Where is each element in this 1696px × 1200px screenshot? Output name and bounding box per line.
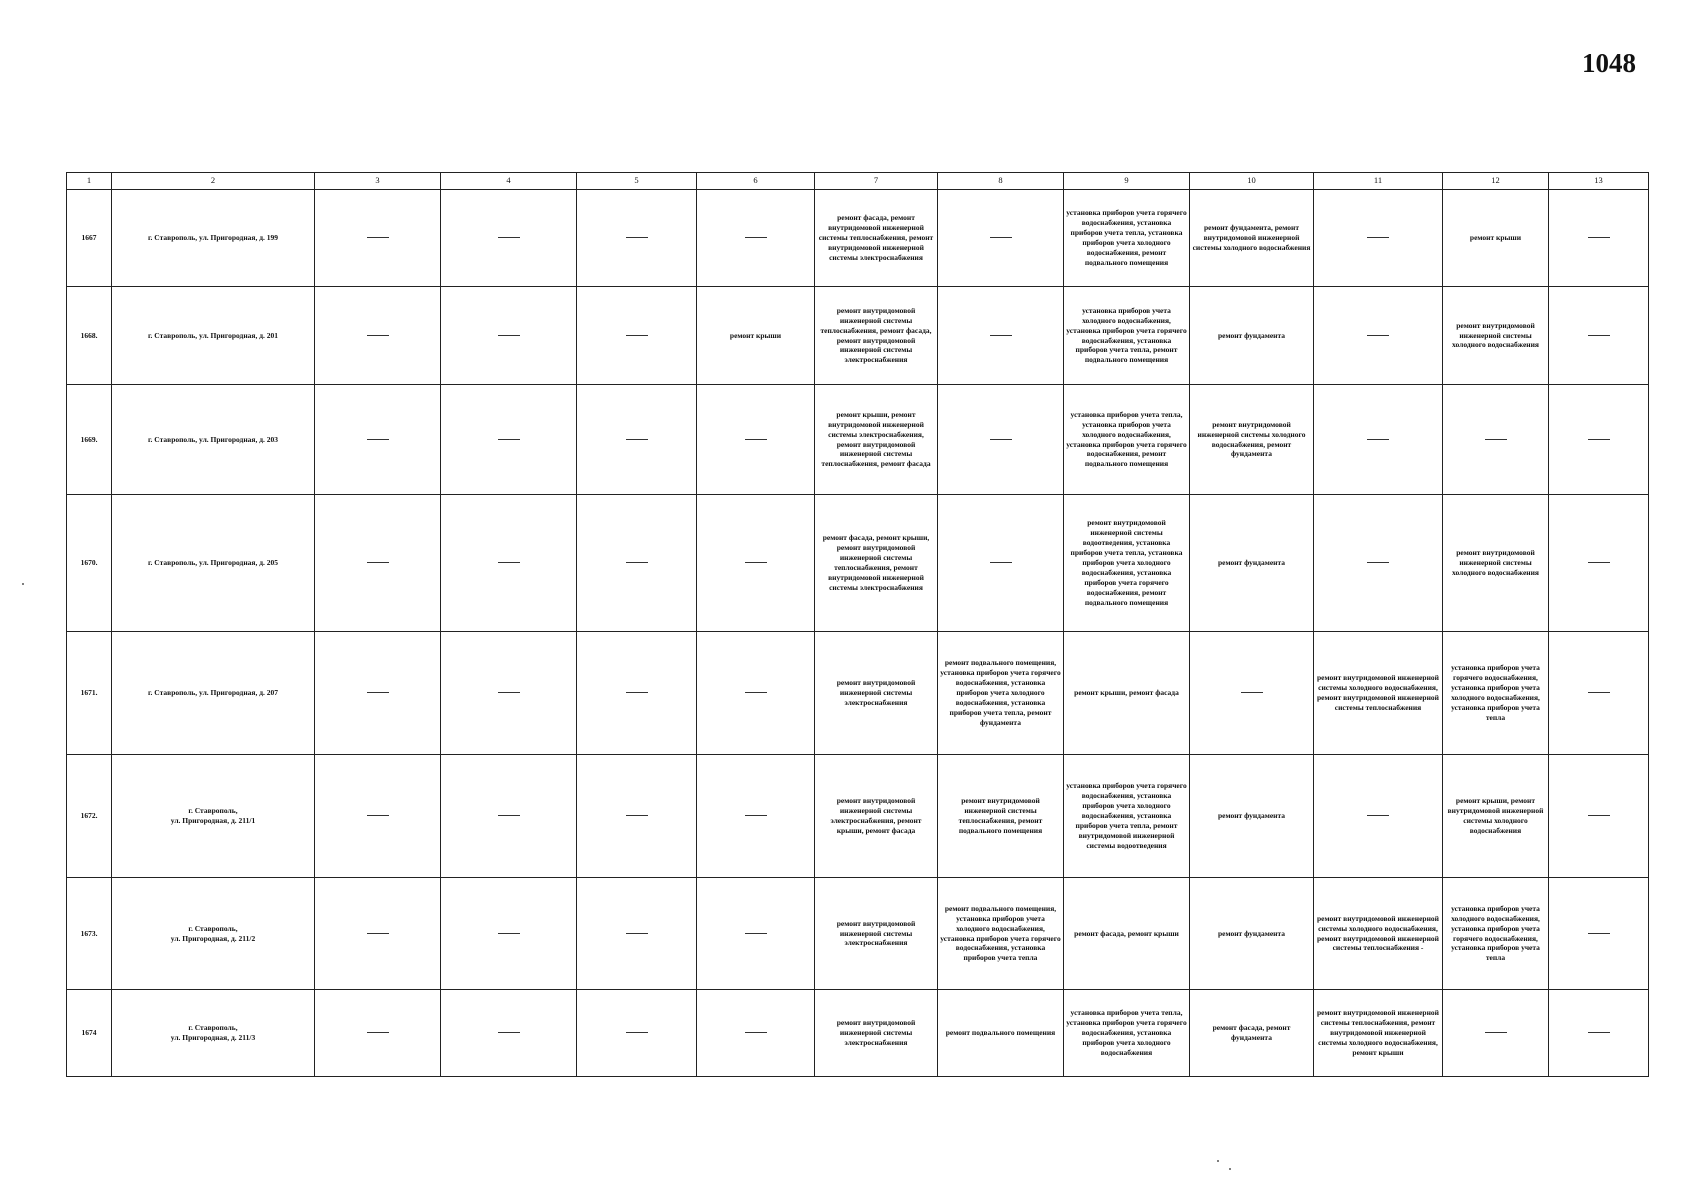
empty-cell (697, 495, 815, 632)
works-cell: ремонт внутридомовой инженерной системы холодного водоснабжения, ремонт фундамента (1190, 385, 1314, 495)
dash (745, 439, 767, 441)
works-cell: ремонт фасада, ремонт крыши, ремонт внутридомовой инженерной системы теплоснабжения, ремонт внутридомовой инженерной системы электроснабжения (815, 495, 938, 632)
dash (1367, 237, 1389, 239)
dash (1588, 1032, 1610, 1034)
dash (626, 335, 648, 337)
works-cell: ремонт крыши (1443, 190, 1549, 287)
works-cell: установка приборов учета горячего водоснабжения, установка приборов учета тепла, установка приборов учета холодного водоснабжения, ремонт подвального помещения (1064, 190, 1190, 287)
empty-cell (1549, 755, 1649, 878)
works-cell: ремонт крыши, ремонт внутридомовой инженерной системы электроснабжения, ремонт внутридомовой инженерной системы теплоснабжения, ремонт фасада (815, 385, 938, 495)
works-cell: ремонт внутридомовой инженерной системы водоотведения, установка приборов учета тепла, установка приборов учета холодного водоснабжения, установка приборов учета горячего водоснабжения, ремонт подвального помещения (1064, 495, 1190, 632)
empty-cell (577, 287, 697, 385)
empty-cell (938, 287, 1064, 385)
dash (745, 815, 767, 817)
empty-cell (1549, 495, 1649, 632)
works-cell: ремонт внутридомовой инженерной системы холодного водоснабжения, ремонт внутридомовой инженерной системы теплоснабжения - (1314, 878, 1443, 990)
works-cell: ремонт внутридомовой инженерной системы теплоснабжения, ремонт фасада, ремонт внутридомовой инженерной системы электроснабжения (815, 287, 938, 385)
address-cell (112, 878, 315, 990)
address-cell: г. Ставрополь, ул. Пригородная, д. 199 (112, 190, 315, 287)
empty-cell (1549, 990, 1649, 1077)
row-number: 1669. (67, 385, 112, 495)
dash (367, 439, 389, 441)
works-cell: ремонт фундамента (1190, 878, 1314, 990)
row-number: 1670. (67, 495, 112, 632)
empty-cell (577, 495, 697, 632)
empty-cell (441, 287, 577, 385)
scan-speck (22, 583, 24, 585)
address-street: ул. Пригородная, д. 211/1 (170, 816, 256, 825)
empty-cell (441, 755, 577, 878)
empty-cell (441, 632, 577, 755)
dash (1588, 439, 1610, 441)
works-cell: установка приборов учета горячего водоснабжения, установка приборов учета холодного водоснабжения, установка приборов учета тепла (1443, 632, 1549, 755)
row-number: 1673. (67, 878, 112, 990)
dash (498, 815, 520, 817)
column-header: 13 (1549, 173, 1649, 190)
table-row (67, 495, 1649, 632)
works-cell: ремонт подвального помещения (938, 990, 1064, 1077)
table-row (67, 755, 1649, 878)
empty-cell (315, 385, 441, 495)
table-row (67, 190, 1649, 287)
dash (498, 692, 520, 694)
address-city: г. Ставрополь, (188, 923, 238, 933)
dash (498, 933, 520, 935)
works-cell: ремонт внутридомовой инженерной системы теплоснабжения, ремонт подвального помещения (938, 755, 1064, 878)
table-row (67, 287, 1649, 385)
dash (1588, 933, 1610, 935)
address-cell: г. Ставрополь, ул. Пригородная, д. 205 (112, 495, 315, 632)
column-header: 2 (112, 173, 315, 190)
dash (367, 562, 389, 564)
empty-cell (697, 385, 815, 495)
dash (1485, 439, 1507, 441)
works-cell: ремонт крыши, ремонт внутридомовой инженерной системы холодного водоснабжения (1443, 755, 1549, 878)
table-row (67, 990, 1649, 1077)
empty-cell (1443, 990, 1549, 1077)
dash (745, 692, 767, 694)
empty-cell (315, 287, 441, 385)
empty-cell (1314, 755, 1443, 878)
empty-cell (697, 990, 815, 1077)
dash (367, 815, 389, 817)
empty-cell (1549, 632, 1649, 755)
works-cell: установка приборов учета горячего водоснабжения, установка приборов учета холодного водоснабжения, установка приборов учета тепла, ремонт внутридомовой инженерной системы водоотведения (1064, 755, 1190, 878)
empty-cell (315, 878, 441, 990)
empty-cell (441, 990, 577, 1077)
table-row (67, 385, 1649, 495)
column-header: 10 (1190, 173, 1314, 190)
works-cell: ремонт фундамента (1190, 755, 1314, 878)
works-cell: ремонт внутридомовой инженерной системы холодного водоснабжения (1443, 287, 1549, 385)
dash (745, 562, 767, 564)
column-header: 1 (67, 173, 112, 190)
dash (367, 237, 389, 239)
column-header: 8 (938, 173, 1064, 190)
dash (626, 692, 648, 694)
works-cell: ремонт фасада, ремонт внутридомовой инженерной системы теплоснабжения, ремонт внутридомовой инженерной системы электроснабжения (815, 190, 938, 287)
empty-cell (315, 632, 441, 755)
empty-cell (577, 632, 697, 755)
row-number: 1668. (67, 287, 112, 385)
column-header: 7 (815, 173, 938, 190)
dash (626, 815, 648, 817)
dash (626, 237, 648, 239)
empty-cell (938, 495, 1064, 632)
works-cell: установка приборов учета холодного водоснабжения, установка приборов учета горячего водоснабжения, установка приборов учета тепла, ремонт подвального помещения (1064, 287, 1190, 385)
works-cell: ремонт фасада, ремонт крыши (1064, 878, 1190, 990)
row-number: 1674 (67, 990, 112, 1077)
works-cell: установка приборов учета холодного водоснабжения, установка приборов учета горячего водоснабжения, установка приборов учета тепла (1443, 878, 1549, 990)
row-number: 1671. (67, 632, 112, 755)
dash (498, 237, 520, 239)
dash (498, 335, 520, 337)
address-cell (112, 755, 315, 878)
empty-cell (577, 755, 697, 878)
dash (1367, 335, 1389, 337)
row-number: 1672. (67, 755, 112, 878)
column-header: 5 (577, 173, 697, 190)
scan-speck (1229, 1168, 1231, 1170)
works-cell: ремонт крыши (697, 287, 815, 385)
dash (498, 562, 520, 564)
dash (626, 1032, 648, 1034)
dash (1588, 237, 1610, 239)
empty-cell (1314, 495, 1443, 632)
dash (745, 237, 767, 239)
works-cell: ремонт крыши, ремонт фасада (1064, 632, 1190, 755)
repair-schedule-table (66, 172, 1649, 1077)
dash (367, 1032, 389, 1034)
works-cell: ремонт подвального помещения, установка приборов учета горячего водоснабжения, установка приборов учета холодного водоснабжения, установка приборов учета тепла, ремонт фундамента (938, 632, 1064, 755)
works-cell: ремонт внутридомовой инженерной системы электроснабжения (815, 990, 938, 1077)
works-cell: ремонт фундамента (1190, 287, 1314, 385)
dash (498, 439, 520, 441)
empty-cell (1314, 287, 1443, 385)
dash (626, 933, 648, 935)
table-row (67, 632, 1649, 755)
address-city: г. Ставрополь, (188, 1023, 238, 1033)
column-header: 12 (1443, 173, 1549, 190)
works-cell: ремонт внутридомовой инженерной системы холодного водоснабжения, ремонт внутридомовой инженерной системы теплоснабжения (1314, 632, 1443, 755)
dash (990, 562, 1012, 564)
dash (367, 335, 389, 337)
scan-speck (1217, 1160, 1219, 1162)
dash (1588, 335, 1610, 337)
dash (990, 335, 1012, 337)
empty-cell (441, 878, 577, 990)
dash (1367, 562, 1389, 564)
empty-cell (1443, 385, 1549, 495)
works-cell: ремонт внутридомовой инженерной системы электроснабжения, ремонт крыши, ремонт фасада (815, 755, 938, 878)
empty-cell (315, 755, 441, 878)
dash (1367, 439, 1389, 441)
address-cell (112, 990, 315, 1077)
dash (1485, 1032, 1507, 1034)
dash (498, 1032, 520, 1034)
works-cell: ремонт внутридомовой инженерной системы теплоснабжения, ремонт внутридомовой инженерной системы холодного водоснабжения, ремонт крыши (1314, 990, 1443, 1077)
empty-cell (315, 190, 441, 287)
column-header: 4 (441, 173, 577, 190)
address-city: г. Ставрополь, (188, 806, 238, 816)
empty-cell (1314, 385, 1443, 495)
empty-cell (697, 632, 815, 755)
address-cell: г. Ставрополь, ул. Пригородная, д. 203 (112, 385, 315, 495)
dash (990, 439, 1012, 441)
empty-cell (577, 385, 697, 495)
table-row (67, 878, 1649, 990)
empty-cell (577, 878, 697, 990)
works-cell: ремонт фасада, ремонт фундамента (1190, 990, 1314, 1077)
empty-cell (1190, 632, 1314, 755)
works-cell: ремонт фундамента, ремонт внутридомовой инженерной системы холодного водоснабжения (1190, 190, 1314, 287)
column-header: 9 (1064, 173, 1190, 190)
works-cell: ремонт внутридомовой инженерной системы холодного водоснабжения (1443, 495, 1549, 632)
empty-cell (938, 385, 1064, 495)
column-header: 11 (1314, 173, 1443, 190)
dash (990, 237, 1012, 239)
empty-cell (697, 878, 815, 990)
dash (745, 933, 767, 935)
empty-cell (938, 190, 1064, 287)
empty-cell (441, 190, 577, 287)
dash (367, 692, 389, 694)
empty-cell (1549, 190, 1649, 287)
empty-cell (577, 190, 697, 287)
works-cell: ремонт внутридомовой инженерной системы электроснабжения (815, 632, 938, 755)
works-cell: установка приборов учета тепла, установка приборов учета горячего водоснабжения, установка приборов учета холодного водоснабжения (1064, 990, 1190, 1077)
works-cell: установка приборов учета тепла, установка приборов учета холодного водоснабжения, установка приборов учета горячего водоснабжения, ремонт подвального помещения (1064, 385, 1190, 495)
empty-cell (1549, 385, 1649, 495)
empty-cell (315, 495, 441, 632)
address-cell: г. Ставрополь, ул. Пригородная, д. 207 (112, 632, 315, 755)
row-number: 1667 (67, 190, 112, 287)
empty-cell (577, 990, 697, 1077)
dash (1588, 562, 1610, 564)
works-cell: ремонт подвального помещения, установка приборов учета холодного водоснабжения, установка приборов учета горячего водоснабжения, установка приборов учета тепла (938, 878, 1064, 990)
dash (1588, 692, 1610, 694)
address-cell: г. Ставрополь, ул. Пригородная, д. 201 (112, 287, 315, 385)
column-number-row (67, 173, 1649, 190)
empty-cell (441, 385, 577, 495)
dash (745, 1032, 767, 1034)
dash (626, 439, 648, 441)
empty-cell (315, 990, 441, 1077)
dash (367, 933, 389, 935)
dash (1588, 815, 1610, 817)
column-header: 6 (697, 173, 815, 190)
column-header: 3 (315, 173, 441, 190)
empty-cell (1549, 287, 1649, 385)
works-cell: ремонт фундамента (1190, 495, 1314, 632)
works-cell: ремонт внутридомовой инженерной системы электроснабжения (815, 878, 938, 990)
empty-cell (1549, 878, 1649, 990)
dash (626, 562, 648, 564)
address-street: ул. Пригородная, д. 211/3 (170, 1033, 256, 1042)
empty-cell (1314, 190, 1443, 287)
empty-cell (441, 495, 577, 632)
dash (1241, 692, 1263, 694)
address-street: ул. Пригородная, д. 211/2 (170, 933, 256, 943)
empty-cell (697, 190, 815, 287)
page-number: 1048 (1582, 48, 1636, 78)
empty-cell (697, 755, 815, 878)
dash (1367, 815, 1389, 817)
